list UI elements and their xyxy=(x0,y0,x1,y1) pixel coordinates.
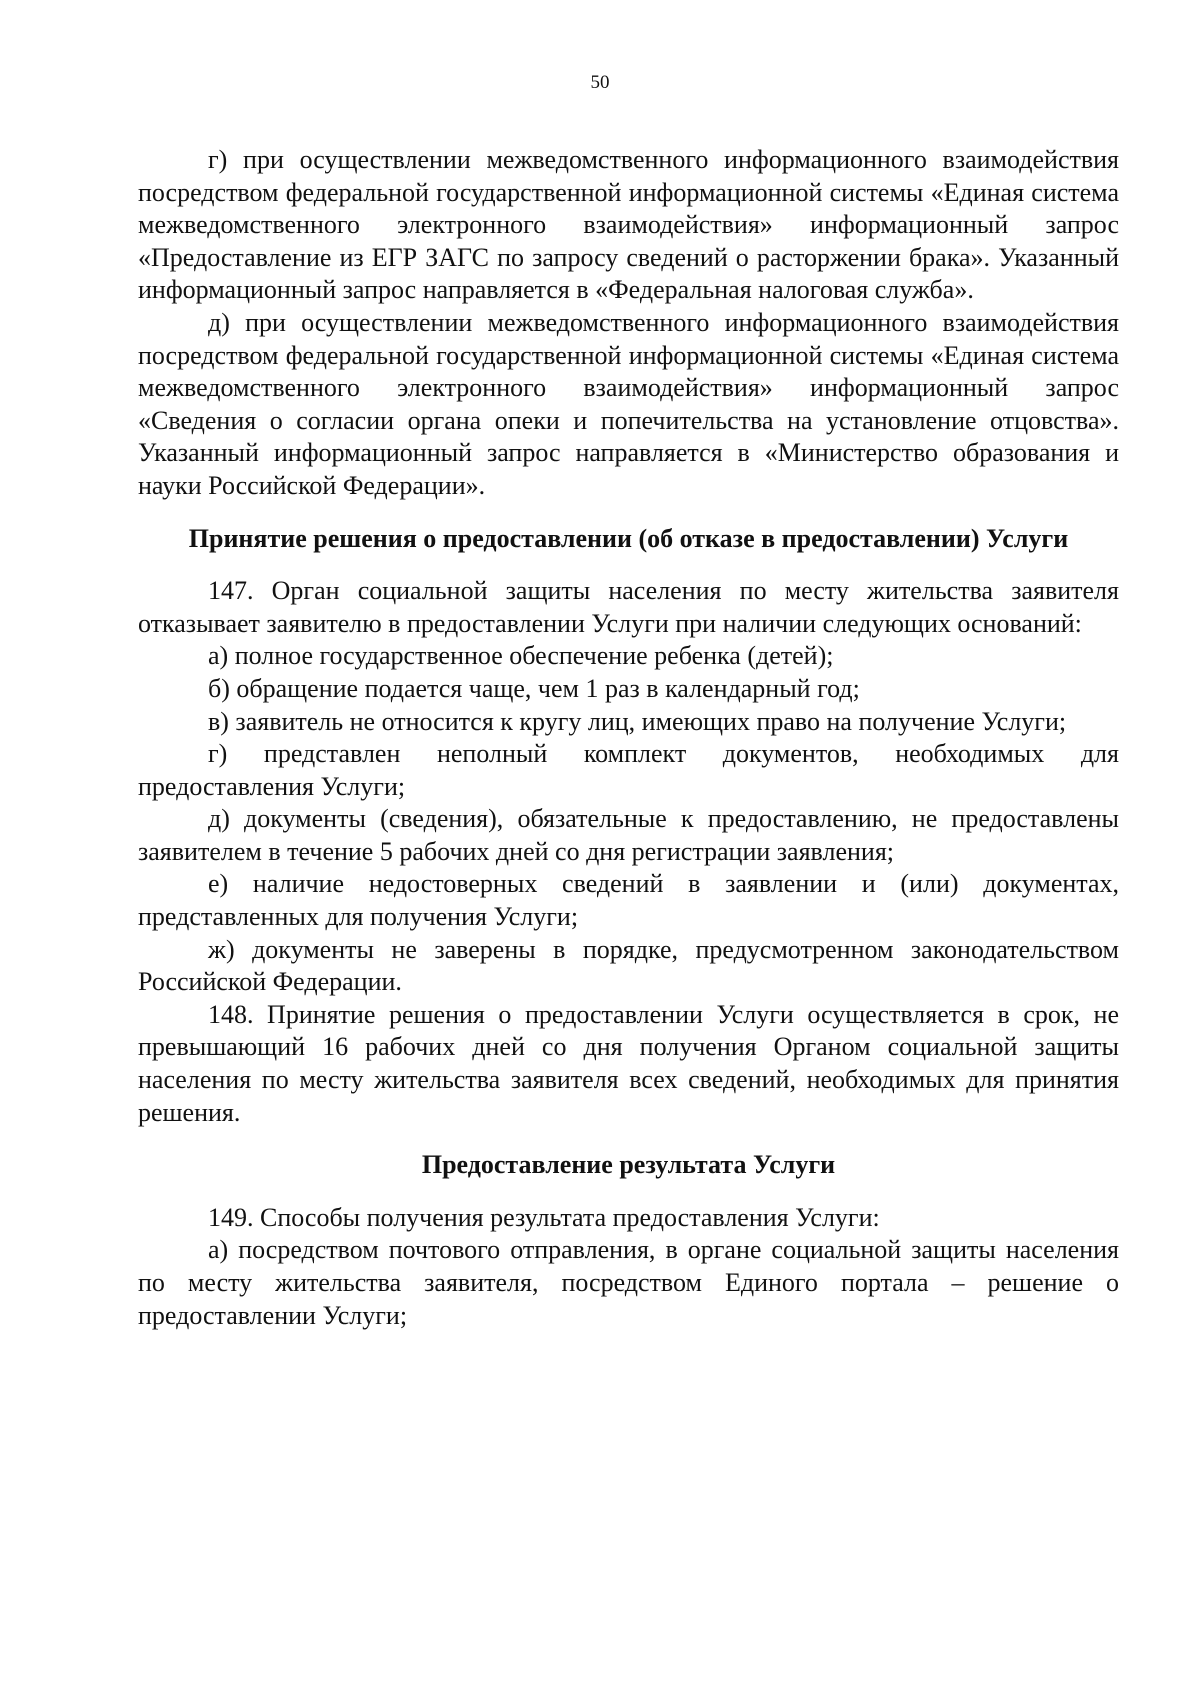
list-item-g: г) представлен неполный комплект документов, необходимых для предоставления Услуги; xyxy=(138,739,1119,801)
list-item-e: е) наличие недостоверных сведений в заявлении и (или) документах, представленных для получения Услуги; xyxy=(138,869,1119,932)
list-item-zh: ж) документы не заверены в порядке, предусмотренном законодательством Российской Федерации. xyxy=(138,934,1119,997)
paragraph-148: 148. Принятие решения о предоставлении Услуги осуществляется в срок, не превышающий 16 рабочих дней со дня получения Органом социальной защиты населения по месту жительства заявителя всех сведений, необходимых для принятия решения. xyxy=(138,999,1119,1127)
page-number: 50 xyxy=(590,72,610,93)
page-body xyxy=(138,144,1119,1332)
section-heading-result: Предоставление результата Услуги xyxy=(421,1150,836,1180)
list-item-v: в) заявитель не относится к кругу лиц, имеющих право на получение Услуги; xyxy=(208,706,1067,736)
list-item-a-result: а) посредством почтового отправления, в органе социальной защиты населения по месту жительства заявителя, посредством Единого портала – решение о предоставлении Услуги; xyxy=(138,1235,1119,1330)
section-heading-decision: Принятие решения о предоставлении (об отказе в предоставлении) Услуги xyxy=(188,523,1069,553)
section-decision-body xyxy=(138,575,1119,1129)
list-item-b: б) обращение подается чаще, чем 1 раз в календарный год; xyxy=(208,673,860,703)
paragraph-d-interagency-request: д) при осуществлении межведомственного информационного взаимодействия посредством федеральной государственной информационной системы «Единая система межведомственного электронного взаимодействия» информационный запрос «Сведения о согласии органа опеки и попечительства на установление отцовства». Указанный информационный запрос направляется в «Министерство образования и науки Российской Федерации». xyxy=(138,307,1119,500)
paragraph-147: 147. Орган социальной защиты населения по месту жительства заявителя отказывает заявителю в предоставлении Услуги при наличии следующих оснований: xyxy=(138,576,1119,638)
paragraph-149: 149. Способы получения результата предоставления Услуги: xyxy=(208,1202,880,1232)
section-result-body xyxy=(138,1202,1119,1332)
list-item-a: а) полное государственное обеспечение ребенка (детей); xyxy=(208,641,834,671)
list-item-d: д) документы (сведения), обязательные к предоставлению, не предоставлены заявителем в течение 5 рабочих дней со дня регистрации заявления; xyxy=(138,804,1119,866)
paragraph-g-interagency-request: г) при осуществлении межведомственного информационного взаимодействия посредством федеральной государственной информационной системы «Единая система межведомственного электронного взаимодействия» информационный запрос «Предоставление из ЕГР ЗАГС по запросу сведений о расторжении брака». Указанный информационный запрос направляется в «Федеральная налоговая служба». xyxy=(138,145,1119,305)
